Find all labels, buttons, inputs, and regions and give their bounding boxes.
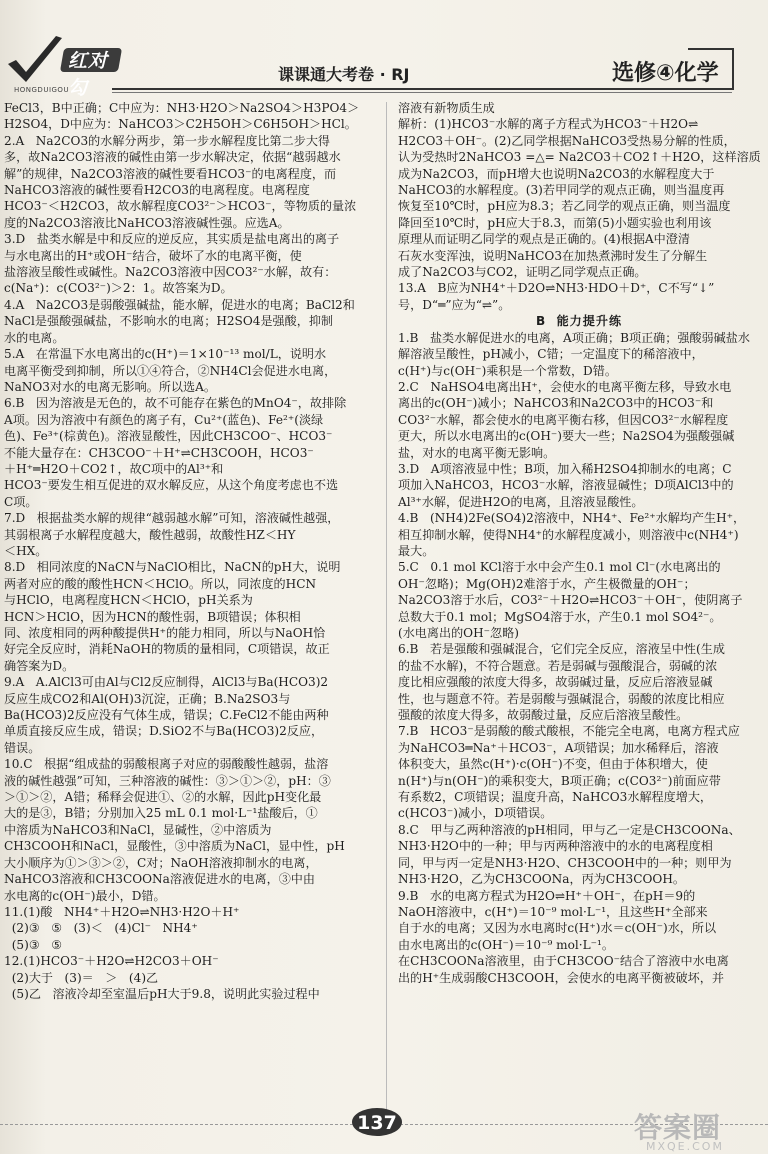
text-line: n(H⁺)与n(OH⁻)的乘积变大，B项正确；c(CO3²⁻)前面应带 (398, 773, 721, 788)
text-line: NaCl是强酸强碱盐，不影响水的电离；H2SO4是强酸，抑制 (4, 314, 334, 329)
text-line: 10.C 根据“组成盐的弱酸根离子对应的弱酸酸性越弱，盐溶 (4, 757, 329, 772)
text-line: 相互抑制水解，使得NH4⁺的水解程度减小，则溶液中c(NH4⁺) (398, 527, 739, 542)
text-line: (5)乙 溶液冷却至室温后pH大于9.8，说明此实验过程中 (4, 986, 320, 1001)
text-line: 水电离的c(OH⁻)最小，D错。 (4, 888, 166, 903)
logo-text: 红对勾 (68, 50, 109, 99)
text-line: 解溶液呈酸性，pH减小，C错；一定温度下的稀溶液中， (398, 347, 704, 362)
column-divider (386, 102, 387, 1112)
text-line: 3.D 盐类水解是中和反应的逆反应，其实质是盐电离出的离子 (4, 232, 340, 247)
text-line: HCO3⁻要发生相互促进的双水解反应，从这个角度考虑也不选 (4, 478, 339, 493)
text-line: H2CO3＋OH⁻。(2)乙同学根据NaHCO3受热易分解的性质， (398, 133, 736, 148)
text-line: 两者对应的酸的酸性HCN＜HClO。所以，同浓度的HCN (4, 576, 317, 591)
text-line: 溶液有新物质生成 (398, 101, 495, 115)
text-line: 单质直接反应生成，错误；D.SiO2不与Ba(HCO3)2反应， (4, 724, 324, 739)
text-line: NH3·H2O中的一种；甲与丙两种溶液中的水的电离程度相 (398, 839, 713, 854)
text-line: (2)③ ⑤ (3)＜ (4)Cl⁻ NH4⁺ (4, 921, 198, 936)
page-number: 137 (357, 1112, 397, 1134)
text-line: 12.(1)HCO3⁻＋H2O⇌H2CO3＋OH⁻ (4, 954, 219, 969)
text-line: 大小顺序为①＞③＞②，C对；NaOH溶液抑制水的电离， (4, 855, 318, 870)
text-line: (水电离出的OH⁻忽略) (398, 626, 519, 640)
text-line: HCN＞HClO，因为HCN的酸性弱，B项错误；体积相 (4, 609, 301, 624)
text-line: 其弱根离子水解程度越大，酸性越弱，故酸性HZ＜HY (4, 527, 296, 542)
text-line: H2SO4，D中应为：NaHCO3＞C2H5OH＞C6H5OH＞HCl。 (4, 117, 357, 132)
text-line: 度的Na2CO3溶液比NaHCO3溶液碱性强。应选A。 (4, 215, 290, 230)
text-line: 的盐不水解)，不符合题意。若是弱碱与强酸混合，弱碱的浓 (398, 658, 718, 673)
text-line: 液的碱性越强”可知，三种溶液的碱性：③＞①＞②，pH：③ (4, 773, 331, 788)
header-divider-thin (112, 92, 732, 93)
watermark-url: MXQE.COM (646, 1140, 724, 1153)
text-line: 解析：(1)HCO3⁻水解的离子方程式为HCO3⁻＋H2O⇌ (398, 117, 699, 132)
text-line: 在CH3COONa溶液里，由于CH3COO⁻结合了溶液中水电离 (398, 954, 729, 969)
text-line: Na2CO3溶于水后，CO3²⁻＋H2O⇌HCO3⁻＋OH⁻，使阴离子 (398, 593, 743, 608)
text-line: (2)大于 (3)＝ ＞ (4)乙 (4, 970, 159, 985)
text-line: 13.A B应为NH4⁺＋D2O⇌NH3·HDO＋D⁺，C不写“↓” (398, 281, 715, 296)
text-line: 原理从而证明乙同学的观点是正确的。(4)根据A中澄清 (398, 232, 690, 247)
text-line: 自于水的电离；又因为水电离时c(H⁺)水＝c(OH⁻)水，所以 (398, 921, 717, 936)
text-line: 5.A 在常温下水电离出的c(H⁺)＝1×10⁻¹³ mol/L，说明水 (4, 347, 327, 362)
text-line: NH3·H2O，乙为CH3COONa，丙为CH3COOH。 (398, 872, 685, 887)
text-line: 电离平衡受到抑制，所以①④符合，②NH4Cl会促进水电离， (4, 363, 337, 378)
text-line: 确答案为D。 (4, 658, 75, 673)
text-line: 降回至10℃时，pH应大于8.3，而第(5)小题实验也利用该 (398, 215, 712, 230)
text-line: 7.B HCO3⁻是弱酸的酸式酸根，不能完全电离，电离方程式应 (398, 724, 740, 739)
text-line: c(H⁺)与c(OH⁻)乘积是一个常数，D错。 (398, 363, 617, 378)
text-line: Al³⁺水解，促进H2O的电离，且溶液显酸性。 (398, 494, 644, 509)
left-column-answers (4, 100, 376, 1002)
text-line: 与水电离出的H⁺或OH⁻结合，破坏了水的电离平衡，使 (4, 248, 302, 263)
text-line: 4.B (NH4)2Fe(SO4)2溶液中，NH4⁺、Fe²⁺水解均产生H⁺， (398, 511, 746, 526)
checkmark-icon (4, 34, 64, 86)
right-column-answers (398, 100, 760, 986)
page-header (0, 0, 768, 104)
text-line: 强酸的浓度大得多，故弱酸过量，反应后溶液呈酸性。 (398, 708, 689, 723)
text-line: 号，D“═”应为“⇌”。 (398, 297, 511, 312)
text-line: 同，甲与丙一定是NH3·H2O、CH3COOH中的一种；则甲为 (398, 855, 732, 870)
text-line: 9.B 水的电离方程式为H2O⇌H⁺＋OH⁻，在pH＝9的 (398, 888, 696, 903)
text-line: CO3²⁻水解，都会使水的电离平衡右移，但因CO3²⁻水解程度 (398, 412, 729, 427)
text-line: 解”的规律，Na2CO3溶液的碱性要看HCO3⁻的电离程度，而 (4, 166, 337, 181)
logo-subtitle: HONGDUIGOU (14, 86, 70, 94)
text-line: 6.B 若是强酸和强碱混合，它们完全反应，溶液呈中性(生成 (398, 642, 725, 657)
page-number-badge (340, 1104, 414, 1144)
text-line: 由水电离出的c(OH⁻)＝10⁻⁹ mol·L⁻¹。 (398, 937, 614, 952)
text-line: 5.C 0.1 mol KCl溶于水中会产生0.1 mol Cl⁻(水电离出的 (398, 560, 721, 575)
text-line: 同、浓度相同的两种酸提供H⁺的能力相同，所以与NaOH恰 (4, 626, 326, 640)
text-line: 色)、Fe³⁺(棕黄色)。溶液显酸性，因此CH3COO⁻、HCO3⁻ (4, 429, 333, 444)
text-line: 好完全反应时，消耗NaOH的物质的量相同，C项错误，故正 (4, 642, 330, 657)
text-line: 大的是③，B错；分别加入25 mL 0.1 mol·L⁻¹盐酸后，① (4, 806, 318, 821)
text-line: Ba(HCO3)2反应没有气体生成，错误；C.FeCl2不能由两种 (4, 708, 329, 723)
book-title: 选修④化学 (612, 61, 719, 86)
text-line: 恢复至10℃时，pH应为8.3；若乙同学的观点正确，则当温度 (398, 199, 731, 214)
text-line: 6.B 因为溶液是无色的，故不可能存在紫色的MnO4⁻，故排除 (4, 396, 347, 411)
text-line: 与HClO，电离程度HCN＜HClO，pH关系为 (4, 593, 253, 608)
text-line: 不能大量存在：CH3COO⁻＋H⁺⇌CH3COOH，HCO3⁻ (4, 445, 314, 460)
text-line: 认为受热时2NaHCO3 =△= Na2CO3＋CO2↑＋H2O，这样溶质 (398, 150, 761, 165)
text-line: ＋H⁺═H2O＋CO2↑，故C项中的Al³⁺和 (4, 461, 224, 476)
text-line: C项。 (4, 494, 38, 509)
text-line: ＞①＞②，A错；稀释会促进①、②的水解，因此pH变化最 (4, 790, 322, 805)
text-line: 9.A A.AlCl3可由Al与Cl2反应制得，AlCl3与Ba(HCO3)2 (4, 675, 329, 690)
text-line: NaOH溶液中，c(H⁺)＝10⁻⁹ mol·L⁻¹，且这些H⁺全部来 (398, 904, 708, 919)
text-line: 水的电离。 (4, 330, 65, 345)
text-line: CH3COOH和NaCl，显酸性，③中溶质为NaCl，显中性，pH (4, 839, 345, 854)
text-line: 更大，所以水电离出的c(OH⁻)要大一些；Na2SO4为强酸强碱 (398, 429, 735, 444)
text-line: NaHCO3的水解程度。(3)若甲同学的观点正确，则当温度再 (398, 183, 725, 198)
text-line: 度比相应强酸的浓度大得多，故弱碱过量，反应后溶液显碱 (398, 675, 713, 690)
text-line: c(HCO3⁻)减小，D项错误。 (398, 806, 553, 821)
text-line: 7.D 根据盐类水解的规律“越弱越水解”可知，溶液碱性越强， (4, 511, 340, 526)
text-line: 性，也与题意不符。若是弱酸与强碱混合，弱酸的浓度比相应 (398, 691, 725, 706)
text-line: 体积变大，虽然c(H⁺)·c(OH⁻)不变，但由于体积增大，使 (398, 757, 708, 772)
header-divider (112, 88, 732, 90)
brand-logo (4, 40, 114, 98)
text-line: 4.A Na2CO3是弱酸强碱盐，能水解，促进水的电离；BaCl2和 (4, 297, 355, 312)
text-line: HCO3⁻＜H2CO3，故水解程度CO3²⁻＞HCO3⁻，等物质的量浓 (4, 199, 357, 214)
text-line: OH⁻忽略)；Mg(OH)2难溶于水，产生极微量的OH⁻； (398, 576, 696, 591)
text-line: 有系数2，C项错误；温度升高，NaHCO3水解程度增大， (398, 790, 713, 805)
text-line: 2.A Na2CO3的水解分两步，第一步水解程度比第二步大得 (4, 133, 331, 148)
text-line: 盐，对水的电离平衡无影响。 (398, 445, 556, 460)
text-line: 反应生成CO2和Al(OH)3沉淀，正确；B.Na2SO3与 (4, 691, 291, 706)
text-line: 8.D 相同浓度的NaCN与NaClO相比，NaCN的pH大，说明 (4, 560, 341, 575)
watermark-text: 答案圈 (634, 1111, 722, 1144)
text-line: 盐溶液呈酸性或碱性。Na2CO3溶液中因CO3²⁻水解，故有： (4, 265, 337, 280)
text-line: 总数大于0.1 mol；MgSO4溶于水，产生0.1 mol SO4²⁻。 (398, 609, 722, 624)
text-line: 错误。 (4, 740, 41, 755)
text-line: 中溶质为NaHCO3和NaCl，显碱性，②中溶质为 (4, 822, 272, 837)
text-line: A项。因为溶液中有颜色的离子有，Cu²⁺(蓝色)、Fe²⁺(淡绿 (4, 412, 324, 427)
text-line: 1.B 盐类水解促进水的电离，A项正确；B项正确；强酸弱碱盐水 (398, 330, 750, 345)
text-line: 多，故Na2CO3溶液的碱性由第一步水解决定，依据“越弱越水 (4, 150, 341, 165)
text-line: c(Na⁺)：c(CO3²⁻)＞2：1。故答案为D。 (4, 281, 233, 296)
text-line: 成为Na2CO3，而pH增大也说明Na2CO3的水解程度大于 (398, 166, 715, 181)
text-line: 成了Na2CO3与CO2，证明乙同学观点正确。 (398, 265, 647, 280)
section-heading: B 能力提升练 (535, 314, 623, 329)
text-line: 出的H⁺生成弱酸CH3COOH，会使水的电离平衡被破坏，并 (398, 970, 724, 985)
text-line: FeCl3，B中正确；C中应为：NH3·H2O＞Na2SO4＞H3PO4＞ (4, 101, 360, 115)
text-line: 石灰水变浑浊，说明NaHCO3在加热煮沸时发生了分解生 (398, 248, 708, 263)
watermark-logo (628, 1106, 766, 1152)
text-line: (5)③ ⑤ (4, 937, 63, 952)
text-line: NaNO3对水的电离无影响。所以选A。 (4, 379, 216, 394)
text-line: 项加入NaHCO3，HCO3⁻水解，溶液显碱性；D项AlCl3中的 (398, 478, 734, 493)
text-line: 离出的c(OH⁻)减小；NaHCO3和Na2CO3中的HCO3⁻和 (398, 396, 714, 411)
text-line: 2.C NaHSO4电离出H⁺，会使水的电离平衡左移，导致水电 (398, 379, 732, 394)
text-line: 11.(1)酸 NH4⁺＋H2O⇌NH3·H2O＋H⁺ (4, 904, 240, 919)
text-line: NaHCO3溶液的碱性要看H2CO3的电离程度。电离程度 (4, 183, 310, 198)
text-line: ＜HX。 (4, 543, 48, 558)
text-line: 为NaHCO3═Na⁺＋HCO3⁻，A项错误；加水稀释后，溶液 (398, 740, 719, 755)
text-line: 3.D A项溶液显中性；B项，加入稀H2SO4抑制水的电离；C (398, 461, 732, 476)
text-line: NaHCO3溶液和CH3COONa溶液促进水的电离，③中由 (4, 872, 315, 887)
text-line: 最大。 (398, 543, 435, 558)
text-line: 8.C 甲与乙两种溶液的pH相同，甲与乙一定是CH3COONa、 (398, 822, 741, 837)
series-title: 课课通大考卷 · RJ (278, 65, 410, 84)
